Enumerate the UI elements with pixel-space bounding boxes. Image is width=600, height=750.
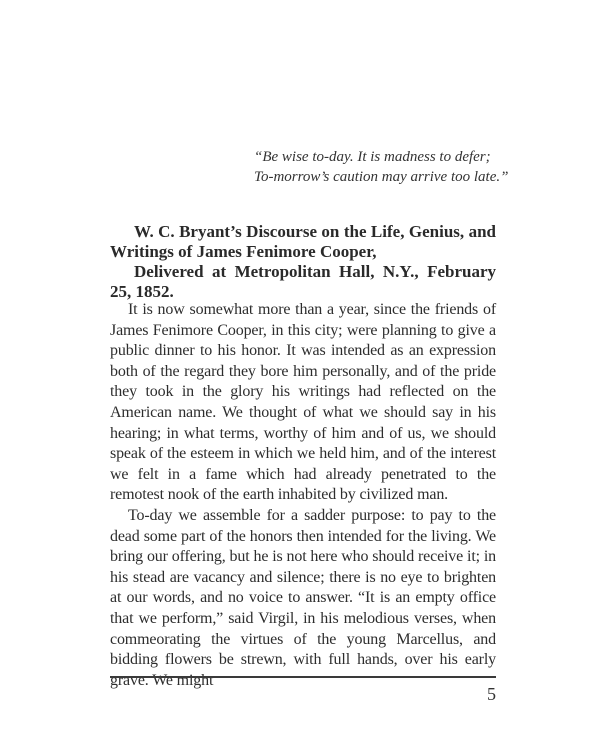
epigraph-line-2: To-morrow’s caution may arrive too late.” (254, 169, 509, 185)
chapter-title: W. C. Bryant’s Discourse on the Life, Genius, and Writings of James Fenimore Cooper, (110, 222, 496, 261)
footer-rule (110, 676, 496, 678)
chapter-subtitle: Delivered at Metropolitan Hall, N.Y., February 25, 1852. (110, 262, 496, 301)
paragraph-1: It is now somewhat more than a year, since the friends of James Fenimore Cooper, in this city; were planning to give a public dinner to his honor. It was intended as an expression both of the regard they bore him personally, and of the pride they took in the glory his writings had reflected on the American name. We thought of what we should say in his hearing; in what terms, worthy of him and of us, we should speak of the esteem in which we held him, and of the interest we felt in a fame which had already penetrated to the remotest nook of the earth inhabited by civilized man. (110, 301, 496, 504)
body-text (110, 300, 496, 691)
paragraph-2: To-day we assemble for a sadder purpose: to pay to the dead some part of the honors then intended for the living. We bring our offering, but he is not here who should receive it; in his stead are vacancy and silence; there is no eye to brighten at our words, and no voice to answer. “It is an empty office that we perform,” said Virgil, in his melodious verses, when commeorating the virtues of the young Marcellus, and bidding flowers be strewn, with full hands, over his early grave. We might (110, 506, 496, 689)
epigraph-line-1: “Be wise to-day. It is madness to defer; (254, 149, 491, 165)
chapter-heading (110, 222, 496, 302)
epigraph (254, 147, 514, 187)
page-number: 5 (487, 684, 496, 704)
